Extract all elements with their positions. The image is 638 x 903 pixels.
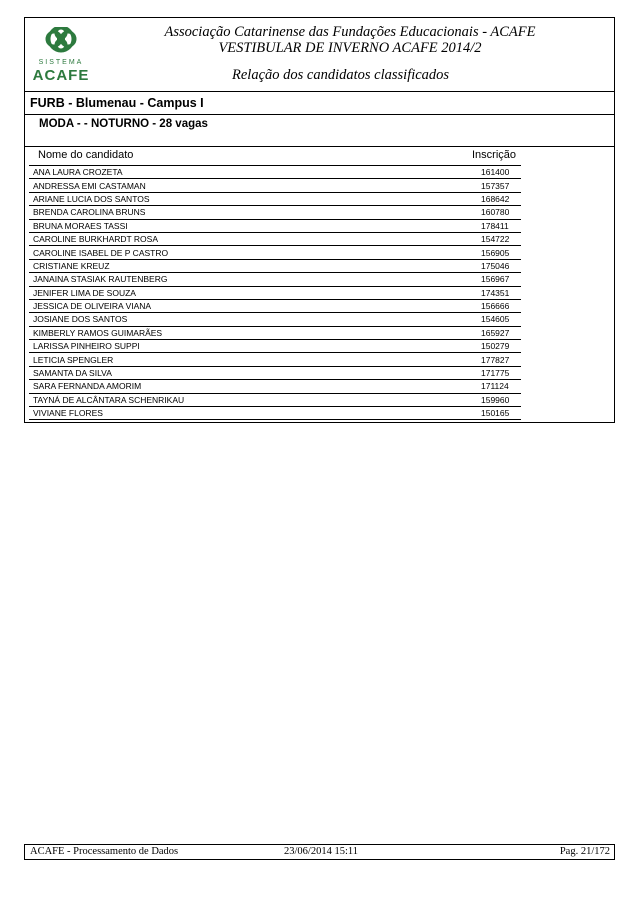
campus-label: FURB - Blumenau - Campus I xyxy=(30,96,204,110)
header-title-line1: Associação Catarinense das Fundações Educacionais - ACAFE xyxy=(164,24,536,40)
campus-bar xyxy=(24,91,615,115)
candidate-inscricao: 171124 xyxy=(479,380,521,393)
table-row xyxy=(29,232,521,245)
candidate-inscricao: 165927 xyxy=(479,326,521,339)
header-title-line2: VESTIBULAR DE INVERNO ACAFE 2014/2 xyxy=(218,40,482,56)
course-box xyxy=(24,115,615,146)
table-row xyxy=(29,366,521,379)
table-row xyxy=(29,192,521,205)
candidate-inscricao: 154722 xyxy=(479,232,521,245)
column-header-inscricao: Inscrição xyxy=(472,149,517,161)
table-row xyxy=(29,313,521,326)
candidate-list-bottom-border xyxy=(24,422,615,423)
candidate-inscricao: 159960 xyxy=(479,393,521,406)
header-subtitle: Relação dos candidatos classificados xyxy=(232,67,450,83)
table-row xyxy=(29,219,521,232)
table-row xyxy=(29,259,521,272)
candidate-inscricao: 171775 xyxy=(479,366,521,379)
candidate-name: LETICIA SPENGLER xyxy=(29,353,479,366)
candidate-name: ANA LAURA CROZETA xyxy=(29,166,479,179)
table-row xyxy=(29,246,521,259)
candidate-table xyxy=(29,165,521,420)
table-row xyxy=(29,179,521,192)
candidate-name: JANAINA STASIAK RAUTENBERG xyxy=(29,273,479,286)
footer-timestamp: 23/06/2014 15:11 xyxy=(284,846,358,857)
candidate-name: LARISSA PINHEIRO SUPPI xyxy=(29,340,479,353)
course-label: MODA - - NOTURNO - 28 vagas xyxy=(39,118,208,130)
candidate-name: CAROLINE BURKHARDT ROSA xyxy=(29,232,479,245)
candidate-inscricao: 157357 xyxy=(479,179,521,192)
table-row xyxy=(29,393,521,406)
candidate-name: BRUNA MORAES TASSI xyxy=(29,219,479,232)
candidate-inscricao: 150279 xyxy=(479,340,521,353)
candidate-inscricao: 156967 xyxy=(479,273,521,286)
candidate-inscricao: 154605 xyxy=(479,313,521,326)
candidate-name: ARIANE LUCIA DOS SANTOS xyxy=(29,192,479,205)
table-row xyxy=(29,353,521,366)
candidate-inscricao: 177827 xyxy=(479,353,521,366)
table-row xyxy=(29,166,521,179)
footer-source: ACAFE - Processamento de Dados xyxy=(30,846,179,857)
candidate-name: JOSIANE DOS SANTOS xyxy=(29,313,479,326)
acafe-logo xyxy=(30,27,92,83)
table-row xyxy=(29,380,521,393)
candidate-name: ANDRESSA EMI CASTAMAN xyxy=(29,179,479,192)
table-row xyxy=(29,407,521,420)
candidate-inscricao: 178411 xyxy=(479,219,521,232)
candidate-inscricao: 160780 xyxy=(479,206,521,219)
logo-text-acafe: ACAFE xyxy=(32,67,90,84)
candidate-name: KIMBERLY RAMOS GUIMARÃES xyxy=(29,326,479,339)
column-header-name: Nome do candidato xyxy=(38,149,134,161)
candidate-name: TAYNÁ DE ALCÂNTARA SCHENRIKAU xyxy=(29,393,479,406)
page-footer xyxy=(24,844,615,860)
candidate-name: SARA FERNANDA AMORIM xyxy=(29,380,479,393)
candidate-inscricao: 150165 xyxy=(479,407,521,420)
candidate-inscricao: 168642 xyxy=(479,192,521,205)
candidate-inscricao: 161400 xyxy=(479,166,521,179)
candidate-name: BRENDA CAROLINA BRUNS xyxy=(29,206,479,219)
table-row xyxy=(29,299,521,312)
candidate-name: SAMANTA DA SILVA xyxy=(29,366,479,379)
candidate-inscricao: 174351 xyxy=(479,286,521,299)
table-row xyxy=(29,273,521,286)
table-row xyxy=(29,206,521,219)
candidate-inscricao: 156905 xyxy=(479,246,521,259)
candidate-inscricao: 156666 xyxy=(479,299,521,312)
logo-text-sistema: SISTEMA xyxy=(38,59,84,66)
candidate-inscricao: 175046 xyxy=(479,259,521,272)
candidate-name: JENIFER LIMA DE SOUZA xyxy=(29,286,479,299)
table-row xyxy=(29,326,521,339)
candidate-name: CAROLINE ISABEL DE P CASTRO xyxy=(29,246,479,259)
candidate-name: VIVIANE FLORES xyxy=(29,407,479,420)
candidate-name: JESSICA DE OLIVEIRA VIANA xyxy=(29,299,479,312)
table-row xyxy=(29,286,521,299)
candidate-name: CRISTIANE KREUZ xyxy=(29,259,479,272)
footer-page-number: Pag. 21/172 xyxy=(559,846,610,857)
table-row xyxy=(29,340,521,353)
acafe-logo-icon xyxy=(30,27,92,59)
